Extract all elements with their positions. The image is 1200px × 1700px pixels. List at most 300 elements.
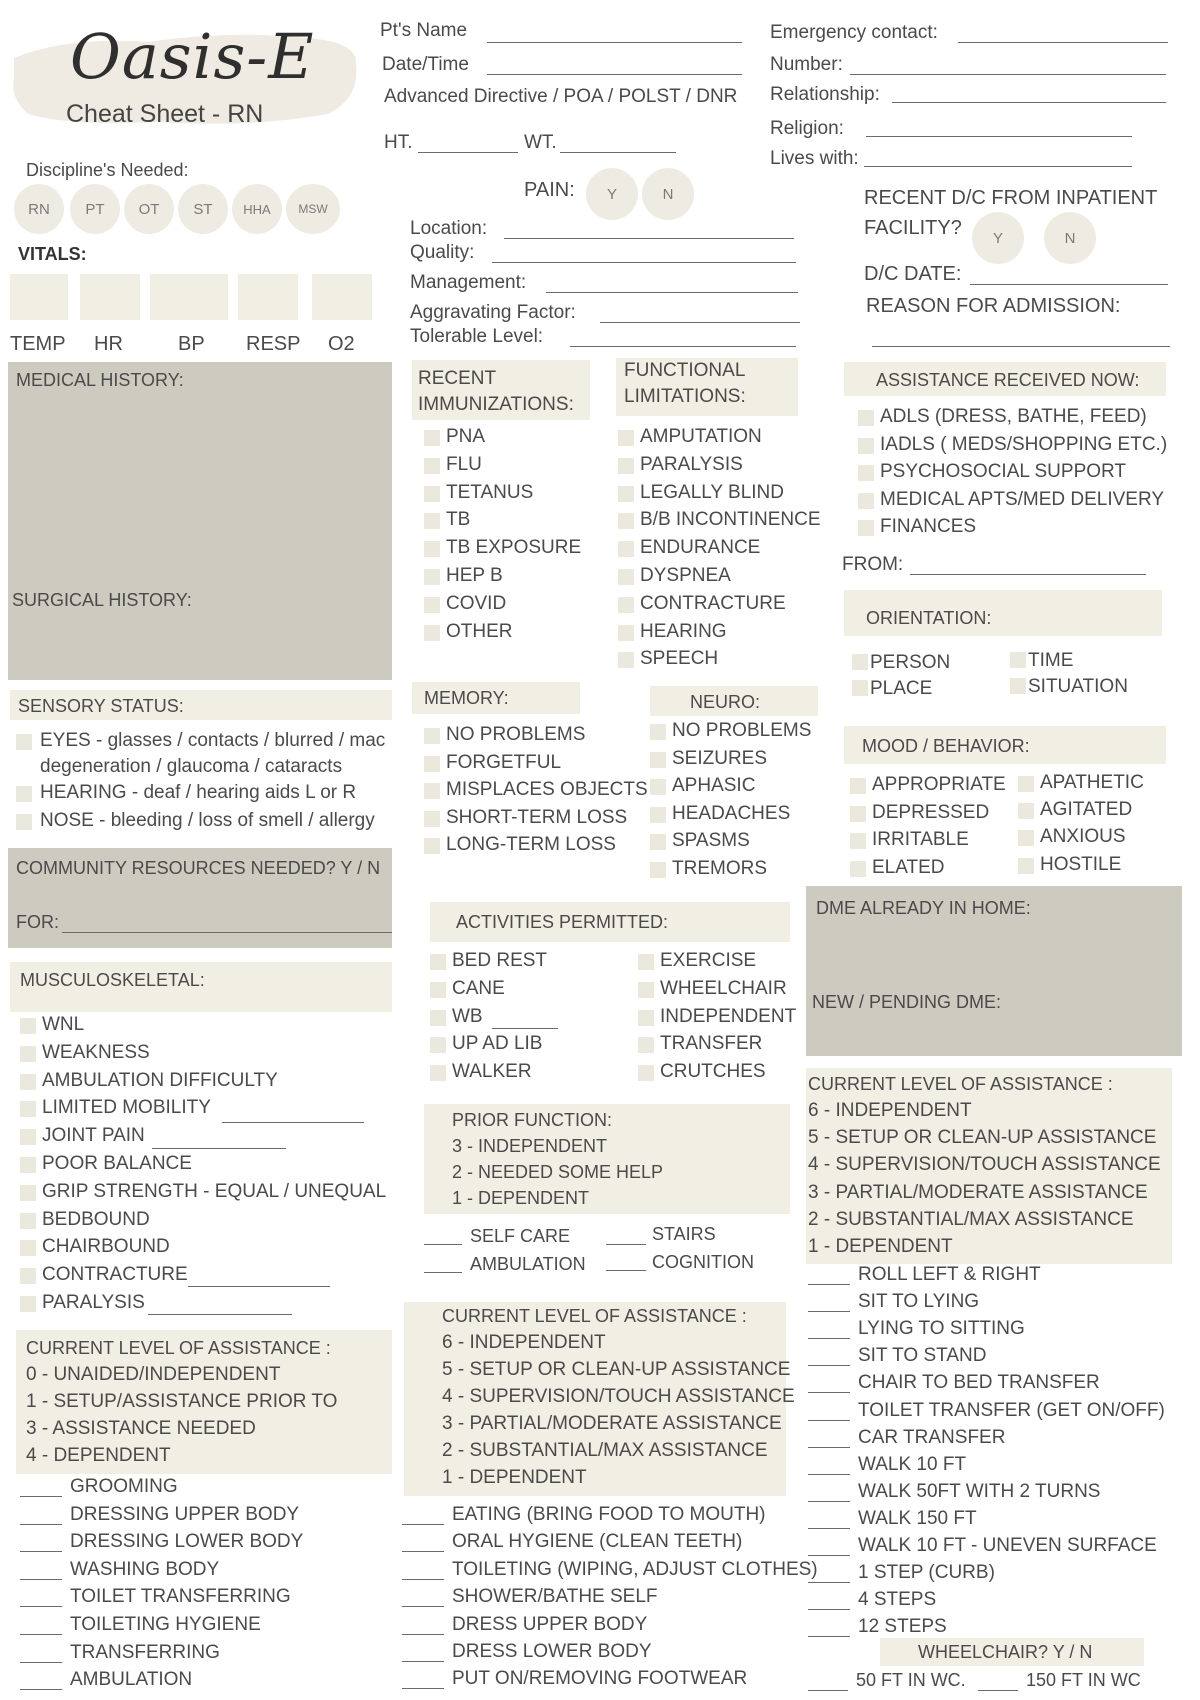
emergency-contact-line[interactable] — [958, 42, 1168, 43]
memory-checkbox[interactable] — [424, 728, 440, 744]
assist-mid-score-line[interactable] — [402, 1661, 444, 1662]
assistance-received-item: MEDICAL APTS/MED DELIVERY — [880, 488, 1165, 510]
memory-item: LONG-TERM LOSS — [446, 834, 616, 856]
mood-left-checkbox[interactable] — [850, 806, 866, 822]
logo — [8, 18, 363, 130]
prior-function-level-3: 3 - INDEPENDENT — [452, 1136, 608, 1156]
activity-left-checkbox[interactable] — [430, 982, 446, 998]
assist-left-score-line[interactable] — [20, 1496, 62, 1497]
immunizations-title-2: IMMUNIZATIONS: — [418, 394, 574, 415]
assist-mid-level: 4 - SUPERVISION/TOUCH ASSISTANCE — [442, 1386, 795, 1407]
joint-pain-line[interactable] — [152, 1148, 286, 1149]
emergency-contact-label: Emergency contact: — [770, 22, 938, 43]
sensory-nose: NOSE - bleeding / loss of smell / allergy — [40, 810, 375, 831]
assist-right-level: 2 - SUBSTANTIAL/MAX ASSISTANCE — [808, 1208, 1134, 1230]
assistance-from-line[interactable] — [910, 574, 1146, 575]
pain-aggravating-label: Aggravating Factor: — [410, 302, 576, 323]
assist-right-item: WALK 150 FT — [858, 1507, 977, 1529]
assist-right-score-line[interactable] — [808, 1636, 850, 1637]
assist-right-item: SIT TO STAND — [858, 1345, 987, 1367]
assist-left-title: CURRENT LEVEL OF ASSISTANCE : — [26, 1338, 331, 1358]
functional-limitation-checkbox[interactable] — [618, 541, 634, 557]
neuro-checkbox[interactable] — [650, 862, 666, 878]
orientation-title: ORIENTATION: — [866, 608, 992, 628]
assist-right-item: ROLL LEFT & RIGHT — [858, 1264, 1041, 1285]
religion-line[interactable] — [866, 136, 1132, 137]
orientation-person: PERSON — [870, 652, 951, 673]
immunization-item: TB — [446, 509, 471, 531]
vital-resp-label: RESP — [246, 333, 301, 355]
memory-item: NO PROBLEMS — [446, 724, 586, 745]
assist-left-level: 4 - DEPENDENT — [26, 1445, 171, 1466]
assist-left-item: AMBULATION — [70, 1669, 193, 1691]
vital-hr-label: HR — [94, 333, 123, 355]
orientation-place-checkbox[interactable] — [852, 680, 868, 696]
wc50-label: 50 FT IN WC. — [856, 1670, 966, 1690]
assistance-received-item: PSYCHOSOCIAL SUPPORT — [880, 461, 1127, 483]
musculoskeletal-checkbox[interactable] — [20, 1129, 36, 1145]
musculoskeletal-checkbox[interactable] — [20, 1018, 36, 1034]
assist-right-score-line[interactable] — [808, 1311, 850, 1312]
assist-mid-level: 3 - PARTIAL/MODERATE ASSISTANCE — [442, 1413, 782, 1434]
assist-right-score-line[interactable] — [808, 1365, 850, 1366]
musculoskeletal-checkbox[interactable] — [20, 1296, 36, 1312]
assist-mid-item: TOILETING (WIPING, ADJUST CLOTHES) — [452, 1558, 818, 1580]
recent-dc-line2: FACILITY? — [864, 217, 962, 239]
pain-location-line[interactable] — [504, 238, 794, 239]
immunization-item: COVID — [446, 592, 507, 614]
pain-quality-line[interactable] — [492, 262, 796, 263]
dme-new-title: NEW / PENDING DME: — [812, 992, 1002, 1012]
functional-limitation-item: DYSPNEA — [640, 565, 731, 586]
wt-label: WT. — [524, 132, 557, 153]
functional-limitation-checkbox[interactable] — [618, 430, 634, 446]
assist-right-level: 3 - PARTIAL/MODERATE ASSISTANCE — [808, 1181, 1148, 1203]
assist-left-item: DRESSING UPPER BODY — [70, 1503, 300, 1525]
orientation-time-checkbox[interactable] — [1010, 652, 1026, 668]
functional-limitation-checkbox[interactable] — [618, 652, 634, 668]
activity-right-item: INDEPENDENT — [660, 1005, 797, 1027]
musculoskeletal-item: GRIP STRENGTH - EQUAL / UNEQUAL — [42, 1180, 387, 1202]
community-for-line[interactable] — [62, 932, 392, 933]
activity-right-item: WHEELCHAIR — [660, 977, 787, 999]
wc50-line[interactable] — [808, 1690, 848, 1691]
musculoskeletal-item: PARALYSIS — [42, 1292, 145, 1313]
activity-left-item: CANE — [452, 977, 505, 999]
vital-bp-label: BP — [178, 333, 205, 355]
functional-limitation-checkbox[interactable] — [618, 569, 634, 585]
immunization-checkbox[interactable] — [424, 625, 440, 641]
discipline-hha[interactable]: HHA — [232, 184, 282, 234]
assist-mid-score-line[interactable] — [402, 1634, 444, 1635]
assist-mid-score-line[interactable] — [402, 1688, 444, 1689]
assist-right-level: 4 - SUPERVISION/TOUCH ASSISTANCE — [808, 1154, 1161, 1176]
assist-left-score-line[interactable] — [20, 1689, 62, 1690]
recent-dc-line1: RECENT D/C FROM INPATIENT — [864, 187, 1158, 209]
mood-left-item: ELATED — [872, 856, 945, 878]
musculoskeletal-checkbox[interactable] — [20, 1101, 36, 1117]
orientation-person-checkbox[interactable] — [852, 654, 868, 670]
assistance-received-checkbox[interactable] — [858, 410, 874, 426]
religion-label: Religion: — [770, 118, 844, 139]
orientation-situation: SITUATION — [1028, 676, 1128, 697]
functional-title-2: LIMITATIONS: — [624, 386, 746, 407]
assist-mid-level: 1 - DEPENDENT — [442, 1467, 587, 1488]
musculoskeletal-checkbox[interactable] — [20, 1185, 36, 1201]
logo-subtitle: Cheat Sheet - RN — [66, 100, 264, 128]
functional-limitation-item: HEARING — [640, 620, 727, 642]
assist-mid-score-line[interactable] — [402, 1524, 444, 1525]
date-time-label: Date/Time — [382, 54, 469, 75]
discipline-st[interactable]: ST — [178, 184, 228, 234]
mood-right-item: ANXIOUS — [1040, 826, 1126, 848]
assistance-from-label: FROM: — [842, 554, 904, 575]
assist-mid-level: 6 - INDEPENDENT — [442, 1332, 606, 1353]
discipline-ot[interactable]: OT — [124, 184, 174, 234]
assist-mid-score-line[interactable] — [402, 1606, 444, 1607]
orientation-situation-checkbox[interactable] — [1010, 678, 1026, 694]
assist-right-level: 5 - SETUP OR CLEAN-UP ASSISTANCE — [808, 1127, 1157, 1149]
pain-aggravating-line[interactable] — [600, 322, 800, 323]
medical-history-box[interactable] — [8, 362, 392, 680]
assist-mid-item: ORAL HYGIENE (CLEAN TEETH) — [452, 1531, 743, 1553]
cognition-line[interactable] — [606, 1270, 646, 1271]
lives-with-line[interactable] — [864, 166, 1132, 167]
stairs-line[interactable] — [606, 1244, 646, 1245]
vital-temp-box[interactable] — [10, 274, 68, 320]
community-title: COMMUNITY RESOURCES NEEDED? Y / N — [16, 858, 381, 878]
surgical-history-title: SURGICAL HISTORY: — [12, 590, 192, 610]
assist-mid-item: PUT ON/REMOVING FOOTWEAR — [452, 1668, 748, 1690]
assist-left-item: GROOMING — [70, 1476, 178, 1497]
assist-mid-item: SHOWER/BATHE SELF — [452, 1586, 658, 1608]
sensory-eyes-checkbox[interactable] — [16, 734, 32, 750]
sensory-title: SENSORY STATUS: — [18, 696, 184, 716]
memory-checkbox[interactable] — [424, 783, 440, 799]
assist-right-score-line[interactable] — [808, 1555, 850, 1556]
musculoskeletal-checkbox[interactable] — [20, 1213, 36, 1229]
contracture-line[interactable] — [188, 1286, 330, 1287]
assistance-received-checkbox[interactable] — [858, 493, 874, 509]
functional-limitation-item: B/B INCONTINENCE — [640, 509, 821, 531]
pt-name-line[interactable] — [487, 42, 742, 43]
stairs-label: STAIRS — [652, 1224, 716, 1244]
number-line[interactable] — [850, 74, 1166, 75]
assistance-received-item: FINANCES — [880, 516, 977, 538]
activity-right-item: EXERCISE — [660, 950, 757, 971]
pain-no-circle[interactable]: N — [642, 168, 694, 220]
dme-title: DME ALREADY IN HOME: — [816, 898, 1031, 918]
assist-mid-score-line[interactable] — [402, 1579, 444, 1580]
assistance-received-item: ADLS (DRESS, BATHE, FEED) — [880, 406, 1147, 427]
assist-left-score-line[interactable] — [20, 1662, 62, 1663]
dc-date-label: D/C DATE: — [864, 263, 962, 285]
pain-management-line[interactable] — [546, 292, 798, 293]
recent-dc-yes-circle[interactable]: Y — [972, 212, 1024, 264]
neuro-item: TREMORS — [672, 858, 767, 879]
assist-right-score-line[interactable] — [808, 1501, 850, 1502]
assist-right-score-line[interactable] — [808, 1609, 850, 1610]
assist-right-score-line[interactable] — [808, 1528, 850, 1529]
memory-item: MISPLACES OBJECTS — [446, 779, 648, 801]
assist-right-item: LYING TO SITTING — [858, 1318, 1025, 1340]
functional-limitation-item: LEGALLY BLIND — [640, 481, 784, 503]
assistance-received-checkbox[interactable] — [858, 438, 874, 454]
immunization-item: TETANUS — [446, 481, 534, 503]
assist-left-level: 3 - ASSISTANCE NEEDED — [26, 1418, 256, 1439]
immunization-checkbox[interactable] — [424, 458, 440, 474]
functional-limitation-checkbox[interactable] — [618, 486, 634, 502]
assist-right-score-line[interactable] — [808, 1338, 850, 1339]
discipline-pt[interactable]: PT — [70, 184, 120, 234]
mood-right-item: AGITATED — [1040, 799, 1133, 821]
pain-tolerable-label: Tolerable Level: — [410, 326, 544, 347]
activity-left-checkbox[interactable] — [430, 1065, 446, 1081]
activities-title: ACTIVITIES PERMITTED: — [456, 912, 669, 932]
date-time-line[interactable] — [487, 74, 742, 75]
advanced-directive-label: Advanced Directive / POA / POLST / DNR — [384, 86, 738, 107]
musculoskeletal-item: WNL — [42, 1014, 85, 1035]
orientation-place: PLACE — [870, 678, 933, 699]
functional-limitation-checkbox[interactable] — [618, 458, 634, 474]
assist-left-item: DRESSING LOWER BODY — [70, 1531, 304, 1553]
discipline-rn[interactable]: RN — [14, 184, 64, 234]
musculoskeletal-checkbox[interactable] — [20, 1046, 36, 1062]
functional-limitation-item: CONTRACTURE — [640, 592, 786, 614]
activity-left-checkbox[interactable] — [430, 1010, 446, 1026]
activity-right-checkbox[interactable] — [638, 1037, 654, 1053]
assist-right-score-line[interactable] — [808, 1284, 850, 1285]
assist-left-level: 0 - UNAIDED/INDEPENDENT — [26, 1364, 281, 1385]
assist-left-score-line[interactable] — [20, 1524, 62, 1525]
prior-function-title: PRIOR FUNCTION: — [452, 1110, 612, 1130]
assist-left-item: TOILET TRANSFERRING — [70, 1586, 291, 1608]
memory-item: SHORT-TERM LOSS — [446, 806, 628, 828]
assist-left-item: TOILETING HYGIENE — [70, 1614, 261, 1635]
pain-title: PAIN: — [524, 179, 575, 201]
assist-right-item: CHAIR TO BED TRANSFER — [858, 1372, 1100, 1394]
activity-right-checkbox[interactable] — [638, 954, 654, 970]
immunizations-title-1: RECENT — [418, 368, 497, 389]
self-care-line[interactable] — [424, 1244, 462, 1245]
activity-left-item: WALKER — [452, 1061, 532, 1083]
musculoskeletal-checkbox[interactable] — [20, 1268, 36, 1284]
pain-yes-circle[interactable]: Y — [586, 168, 638, 220]
limited-mobility-line[interactable] — [222, 1122, 364, 1123]
assist-left-score-line[interactable] — [20, 1579, 62, 1580]
musculoskeletal-item: CHAIRBOUND — [42, 1236, 170, 1258]
disciplines-title: Discipline's Needed: — [26, 160, 189, 180]
assist-right-score-line[interactable] — [808, 1392, 850, 1393]
sensory-hearing-checkbox[interactable] — [16, 786, 32, 802]
vital-bp-box[interactable] — [150, 274, 228, 320]
neuro-item: APHASIC — [672, 775, 756, 797]
activity-left-item: BED REST — [452, 950, 548, 971]
sensory-hearing: HEARING - deaf / hearing aids L or R — [40, 782, 357, 803]
relationship-line[interactable] — [892, 102, 1166, 103]
assist-right-score-line[interactable] — [808, 1582, 850, 1583]
vital-temp-label: TEMP — [10, 333, 66, 355]
assistance-received-checkbox[interactable] — [858, 520, 874, 536]
mood-right-checkbox[interactable] — [1018, 803, 1034, 819]
immunization-checkbox[interactable] — [424, 541, 440, 557]
mood-left-checkbox[interactable] — [850, 833, 866, 849]
assist-mid-item: DRESS UPPER BODY — [452, 1613, 648, 1635]
immunization-item: OTHER — [446, 620, 513, 642]
assist-left-item: WASHING BODY — [70, 1558, 220, 1580]
immunization-checkbox[interactable] — [424, 430, 440, 446]
assist-right-item: 1 STEP (CURB) — [858, 1562, 995, 1584]
assist-mid-title: CURRENT LEVEL OF ASSISTANCE : — [442, 1306, 747, 1326]
activity-left-item: UP AD LIB — [452, 1033, 543, 1055]
mood-left-item: APPROPRIATE — [872, 774, 1006, 795]
musculoskeletal-item: LIMITED MOBILITY — [42, 1097, 211, 1119]
immunization-item: FLU — [446, 453, 482, 475]
pain-location-label: Location: — [410, 218, 488, 239]
immunization-checkbox[interactable] — [424, 569, 440, 585]
mood-right-checkbox[interactable] — [1018, 776, 1034, 792]
neuro-item: NO PROBLEMS — [672, 720, 812, 741]
sensory-nose-checkbox[interactable] — [16, 814, 32, 830]
medical-history-title: MEDICAL HISTORY: — [16, 370, 184, 390]
assist-left-score-line[interactable] — [20, 1606, 62, 1607]
functional-limitation-item: SPEECH — [640, 648, 719, 670]
mood-left-checkbox[interactable] — [850, 778, 866, 794]
mood-right-checkbox[interactable] — [1018, 858, 1034, 874]
memory-item: FORGETFUL — [446, 751, 562, 773]
mood-title: MOOD / BEHAVIOR: — [862, 736, 1030, 756]
memory-checkbox[interactable] — [424, 811, 440, 827]
musculoskeletal-title: MUSCULOSKELETAL: — [20, 970, 205, 990]
neuro-item: SEIZURES — [672, 747, 768, 769]
memory-checkbox[interactable] — [424, 756, 440, 772]
assist-right-item: 12 STEPS — [858, 1616, 947, 1638]
prior-function-level-1: 1 - DEPENDENT — [452, 1188, 590, 1208]
assist-right-score-line[interactable] — [808, 1420, 850, 1421]
assistance-received-checkbox[interactable] — [858, 465, 874, 481]
neuro-checkbox[interactable] — [650, 779, 666, 795]
neuro-checkbox[interactable] — [650, 807, 666, 823]
number-label: Number: — [770, 54, 843, 75]
assist-right-level: 6 - INDEPENDENT — [808, 1100, 972, 1121]
pain-tolerable-line[interactable] — [570, 346, 796, 347]
assist-right-item: WALK 10 FT - UNEVEN SURFACE — [858, 1535, 1157, 1556]
ambulation-label: AMBULATION — [470, 1254, 586, 1274]
memory-checkbox[interactable] — [424, 838, 440, 854]
wb-line[interactable] — [492, 1028, 558, 1029]
cognition-label: COGNITION — [652, 1252, 754, 1272]
paralysis-line[interactable] — [148, 1314, 292, 1315]
activity-left-checkbox[interactable] — [430, 954, 446, 970]
assist-right-score-line[interactable] — [808, 1447, 850, 1448]
immunization-item: HEP B — [446, 565, 503, 586]
assist-left-score-line[interactable] — [20, 1551, 62, 1552]
activity-left-checkbox[interactable] — [430, 1037, 446, 1053]
functional-limitation-checkbox[interactable] — [618, 513, 634, 529]
vital-resp-box[interactable] — [238, 274, 298, 320]
dc-date-line[interactable] — [970, 284, 1168, 285]
vital-o2-box[interactable] — [312, 274, 372, 320]
vital-hr-box[interactable] — [80, 274, 140, 320]
musculoskeletal-checkbox[interactable] — [20, 1074, 36, 1090]
assist-right-item: 4 STEPS — [858, 1589, 937, 1611]
activity-right-checkbox[interactable] — [638, 982, 654, 998]
activity-right-checkbox[interactable] — [638, 1010, 654, 1026]
assist-mid-score-line[interactable] — [402, 1551, 444, 1552]
mood-right-checkbox[interactable] — [1018, 830, 1034, 846]
neuro-item: SPASMS — [672, 830, 750, 852]
immunization-item: TB EXPOSURE — [446, 537, 582, 559]
assist-mid-item: EATING (BRING FOOD TO MOUTH) — [452, 1504, 766, 1525]
musculoskeletal-item: AMBULATION DIFFICULTY — [42, 1069, 278, 1091]
discipline-msw[interactable]: MSW — [286, 184, 340, 234]
sensory-eyes-2: degeneration / glaucoma / cataracts — [40, 756, 343, 777]
immunization-checkbox[interactable] — [424, 597, 440, 613]
neuro-checkbox[interactable] — [650, 752, 666, 768]
activity-right-item: TRANSFER — [660, 1033, 763, 1055]
assist-right-title: CURRENT LEVEL OF ASSISTANCE : — [808, 1074, 1113, 1094]
wc150-label: 150 FT IN WC — [1026, 1670, 1141, 1690]
functional-limitation-item: AMPUTATION — [640, 426, 762, 447]
vital-o2-label: O2 — [328, 333, 355, 355]
assistance-received-title: ASSISTANCE RECEIVED NOW: — [876, 370, 1140, 390]
musculoskeletal-item: POOR BALANCE — [42, 1153, 192, 1174]
wheelchair-title: WHEELCHAIR? Y / N — [918, 1642, 1093, 1662]
assist-left-score-line[interactable] — [20, 1634, 62, 1635]
activity-right-item: CRUTCHES — [660, 1061, 766, 1083]
functional-limitation-checkbox[interactable] — [618, 597, 634, 613]
assist-right-level: 1 - DEPENDENT — [808, 1236, 953, 1257]
mood-right-item: HOSTILE — [1040, 853, 1122, 875]
assist-mid-level: 2 - SUBSTANTIAL/MAX ASSISTANCE — [442, 1440, 768, 1461]
activity-right-checkbox[interactable] — [638, 1065, 654, 1081]
immunization-checkbox[interactable] — [424, 486, 440, 502]
assist-right-item: TOILET TRANSFER (GET ON/OFF) — [858, 1399, 1165, 1421]
functional-limitation-item: PARALYSIS — [640, 453, 743, 475]
reason-for-admission-line[interactable] — [872, 346, 1170, 347]
assist-right-score-line[interactable] — [808, 1474, 850, 1475]
wc150-line[interactable] — [978, 1690, 1018, 1691]
functional-limitation-checkbox[interactable] — [618, 625, 634, 641]
ambulation-line[interactable] — [424, 1272, 462, 1273]
assist-mid-level: 5 - SETUP OR CLEAN-UP ASSISTANCE — [442, 1359, 791, 1380]
recent-dc-no-circle[interactable]: N — [1044, 212, 1096, 264]
relationship-label: Relationship: — [770, 84, 880, 105]
musculoskeletal-checkbox[interactable] — [20, 1157, 36, 1173]
neuro-checkbox[interactable] — [650, 724, 666, 740]
immunization-checkbox[interactable] — [424, 513, 440, 529]
mood-left-checkbox[interactable] — [850, 861, 866, 877]
wt-line[interactable] — [560, 152, 676, 153]
assistance-received-item: IADLS ( MEDS/SHOPPING ETC.) — [880, 433, 1168, 455]
neuro-checkbox[interactable] — [650, 834, 666, 850]
ht-line[interactable] — [418, 152, 518, 153]
community-for-label: FOR: — [16, 912, 59, 932]
assist-left-item: TRANSFERRING — [70, 1641, 220, 1663]
assist-right-item: WALK 10 FT — [858, 1453, 967, 1475]
assist-right-item: CAR TRANSFER — [858, 1426, 1006, 1448]
assist-right-item: SIT TO LYING — [858, 1291, 980, 1313]
immunization-item: PNA — [446, 426, 486, 447]
musculoskeletal-checkbox[interactable] — [20, 1240, 36, 1256]
prior-function-level-2: 2 - NEEDED SOME HELP — [452, 1162, 664, 1182]
logo-script-title: Oasis-E — [70, 20, 315, 93]
musculoskeletal-item: BEDBOUND — [42, 1208, 150, 1230]
pain-management-label: Management: — [410, 272, 527, 293]
reason-for-admission-label: REASON FOR ADMISSION: — [866, 295, 1121, 317]
musculoskeletal-item: WEAKNESS — [42, 1041, 150, 1063]
musculoskeletal-item: CONTRACTURE — [42, 1264, 188, 1286]
